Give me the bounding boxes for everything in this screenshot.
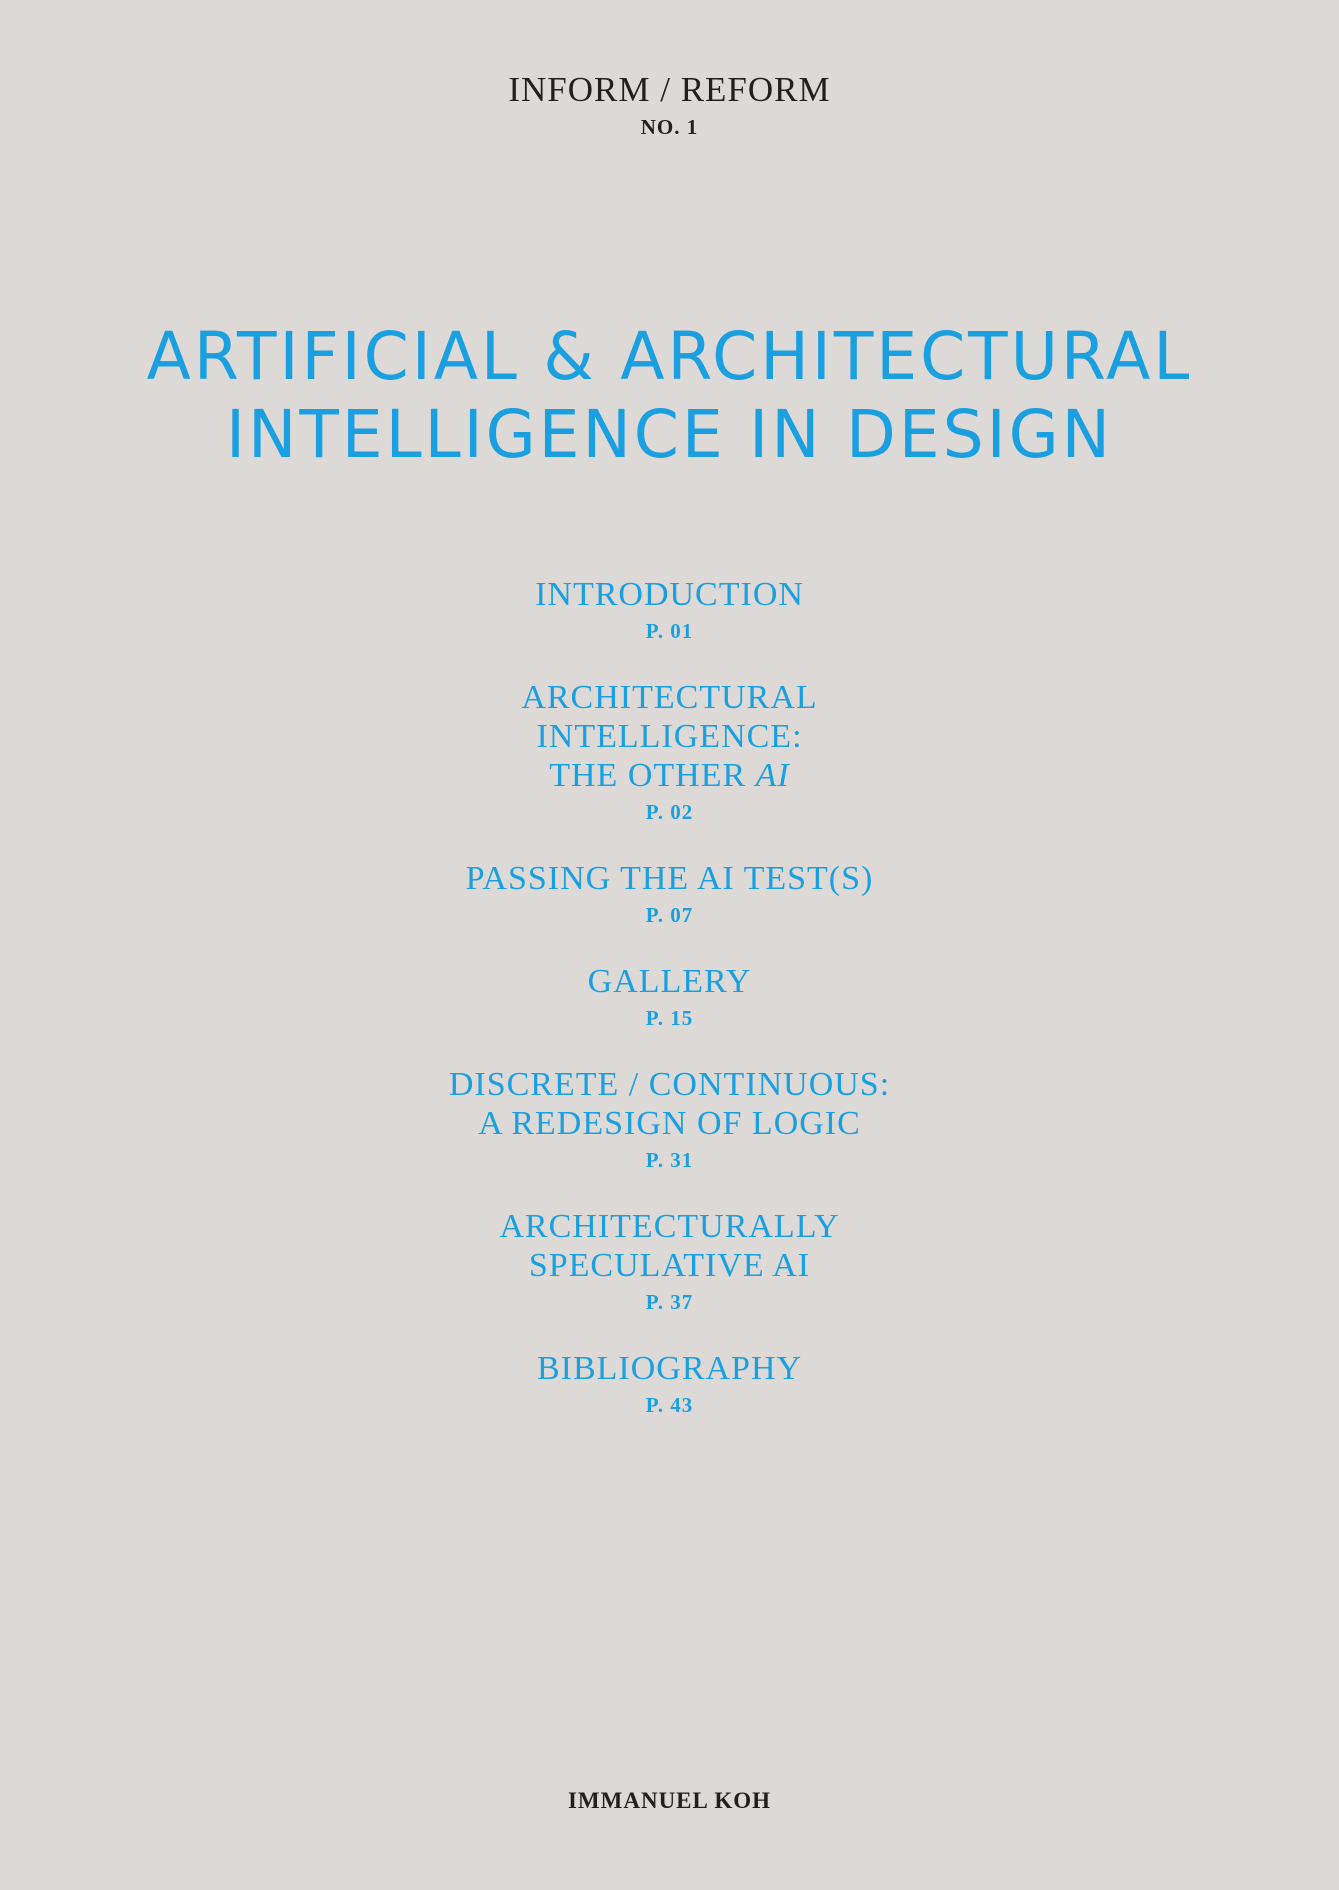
toc-heading-line: ARCHITECTURALLY <box>499 1208 840 1245</box>
series-header <box>0 70 1339 142</box>
toc-heading-line: ARCHITECTURAL <box>521 679 818 716</box>
toc-page-number: P. 43 <box>645 1393 694 1417</box>
main-title-line-1: ARTIFICIAL & ARCHITECTURAL <box>146 318 1193 395</box>
main-title <box>13 318 1325 474</box>
toc-page-number: P. 01 <box>645 619 694 643</box>
toc-heading-line: DISCRETE / CONTINUOUS: <box>448 1066 891 1103</box>
toc-page-number: P. 02 <box>645 800 694 824</box>
toc-entry-bibliography[interactable] <box>0 1349 1339 1418</box>
toc-entry-passing-ai-tests[interactable] <box>0 859 1339 928</box>
toc-entry-discrete-continuous[interactable] <box>0 1065 1339 1173</box>
author-name: IMMANUEL KOH <box>567 1788 772 1813</box>
toc-entry-gallery[interactable] <box>0 962 1339 1031</box>
toc-heading: GALLERY <box>587 963 752 1000</box>
main-title-line-2: INTELLIGENCE IN DESIGN <box>226 396 1113 473</box>
toc-page-number: P. 07 <box>645 903 694 927</box>
toc-heading: INTRODUCTION <box>535 576 804 613</box>
toc-heading: PASSING THE AI TEST(S) <box>465 860 874 897</box>
toc-entry-architectural-intelligence[interactable] <box>0 678 1339 825</box>
table-of-contents <box>0 575 1339 1452</box>
toc-heading: BIBLIOGRAPHY <box>536 1350 803 1387</box>
toc-heading-line: A REDESIGN OF LOGIC <box>478 1105 861 1142</box>
toc-page-number: P. 37 <box>645 1290 694 1314</box>
issue-number: NO. 1 <box>640 115 699 139</box>
series-title: INFORM / REFORM <box>508 70 831 109</box>
toc-heading-line: THE OTHER <box>549 757 747 794</box>
toc-heading-italic: AI <box>755 757 790 794</box>
toc-page-number: P. 15 <box>645 1006 694 1030</box>
toc-entry-introduction[interactable] <box>0 575 1339 644</box>
toc-heading-line: INTELLIGENCE: <box>536 718 803 755</box>
toc-heading-line: SPECULATIVE AI <box>528 1247 811 1284</box>
toc-entry-speculative-ai[interactable] <box>0 1207 1339 1315</box>
toc-page-number: P. 31 <box>645 1148 694 1172</box>
